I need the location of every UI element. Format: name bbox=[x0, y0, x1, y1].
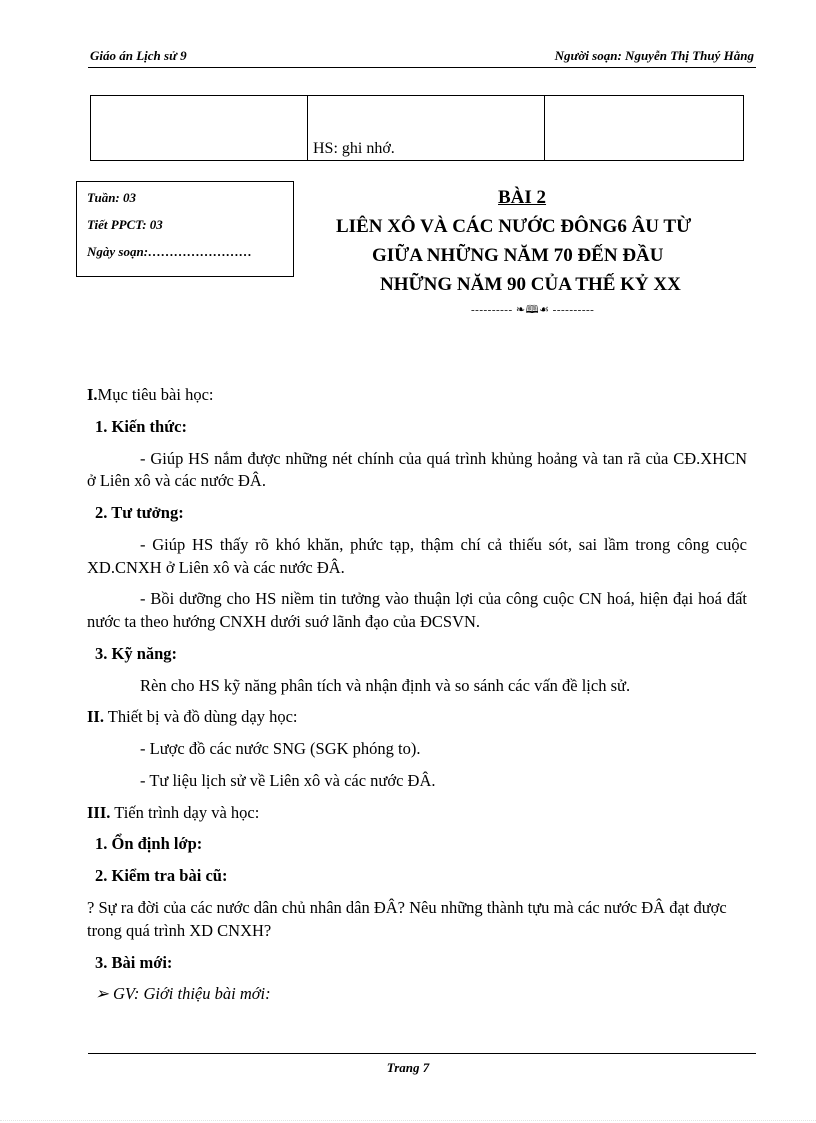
section-title: Mục tiêu bài học: bbox=[97, 385, 214, 404]
section-number: II. bbox=[87, 707, 104, 727]
table-cell: HS: ghi nhớ. bbox=[308, 96, 545, 161]
paragraph: - Giúp HS nắm được những nét chính của quá trình khủng hoảng và tan rã của CĐ.XHCN ở Liên xô và các nước ĐÂ. bbox=[87, 448, 747, 491]
header-author-text: Người soạn: Nguyễn Thị Thuý Hằng bbox=[554, 48, 754, 63]
paragraph: Rèn cho HS kỹ năng phân tích và nhận định và so sánh các vấn đề lịch sử. bbox=[140, 675, 631, 695]
subheading-new-lesson: 3. Bài mới: bbox=[95, 952, 173, 972]
subheading-review: 2. Kiểm tra bài cũ: bbox=[95, 866, 228, 886]
period-label: Tiết PPCT: 03 bbox=[87, 217, 163, 232]
week-label: Tuần: 03 bbox=[87, 190, 136, 205]
lesson-title-line-2: GIỮA NHỮNG NĂM 70 ĐẾN ĐẦU bbox=[372, 245, 664, 266]
lesson-body bbox=[87, 384, 747, 1015]
teacher-intro-text: GV: Giới thiệu bài mới: bbox=[112, 984, 271, 1004]
arrow-bullet-icon: ➢ bbox=[95, 984, 109, 1004]
section-number: III. bbox=[87, 802, 111, 822]
table-cell bbox=[91, 96, 308, 161]
section-procedure-heading bbox=[87, 802, 747, 825]
footer-divider bbox=[88, 1053, 756, 1054]
section-title: Tiến trình dạy và học: bbox=[114, 802, 260, 822]
lesson-title-line-1: LIÊN XÔ VÀ CÁC NƯỚC ĐÔNG6 ÂU TỪ bbox=[336, 216, 692, 237]
subheading-ideology: 2. Tư tưởng: bbox=[95, 503, 184, 523]
list-item: - Tư liệu lịch sử về Liên xô và các nước ĐÂ. bbox=[140, 770, 436, 790]
subheading-skills: 3. Kỹ năng: bbox=[95, 643, 178, 663]
lesson-info-box bbox=[76, 181, 294, 277]
title-ornament: ---------- ❧🕮☙ ---------- bbox=[471, 304, 595, 316]
list-item: - Lược đồ các nước SNG (SGK phóng to). bbox=[140, 739, 421, 759]
teacher-intro-item bbox=[87, 983, 747, 1006]
lesson-title-line-3: NHỮNG NĂM 90 CỦA THẾ KỶ XX bbox=[380, 274, 681, 295]
subheading-knowledge: 1. Kiến thức: bbox=[95, 416, 187, 436]
page-number: Trang 7 bbox=[386, 1060, 430, 1075]
table-cell bbox=[545, 96, 744, 161]
header-divider bbox=[88, 67, 756, 68]
review-question: ? Sự ra đời của các nước dân chủ nhân dân ĐÂ? Nêu những thành tựu mà các nước ĐÂ đạt được trong quá trình XD CNXH? bbox=[87, 898, 727, 940]
section-equipment-heading bbox=[87, 706, 747, 729]
section-objectives-heading bbox=[87, 384, 747, 407]
paragraph: - Giúp HS thấy rõ khó khăn, phức tạp, thậm chí cả thiếu sót, sai lầm trong công cuộc XD.CNXH ở Liên xô và các nước ĐÂ. bbox=[87, 534, 747, 577]
section-title: Thiết bị và đồ dùng dạy học: bbox=[107, 707, 298, 727]
page-edge bbox=[0, 1120, 816, 1121]
section-number: I. bbox=[87, 385, 98, 404]
paragraph: - Bồi dưỡng cho HS niềm tin tưởng vào thuận lợi của công cuộc CN hoá, hiện đại hoá đất nước ta theo hướng CNXH dưới suớ lãnh đạo của ĐCSVN. bbox=[87, 589, 747, 632]
previous-lesson-table bbox=[90, 95, 744, 161]
lesson-number: BÀI 2 bbox=[498, 187, 547, 208]
prep-date-label: Ngày soạn:…………………… bbox=[87, 244, 253, 259]
header-left-text: Giáo án Lịch sử 9 bbox=[90, 48, 187, 63]
subheading-class-order: 1. Ổn định lớp: bbox=[95, 834, 203, 854]
